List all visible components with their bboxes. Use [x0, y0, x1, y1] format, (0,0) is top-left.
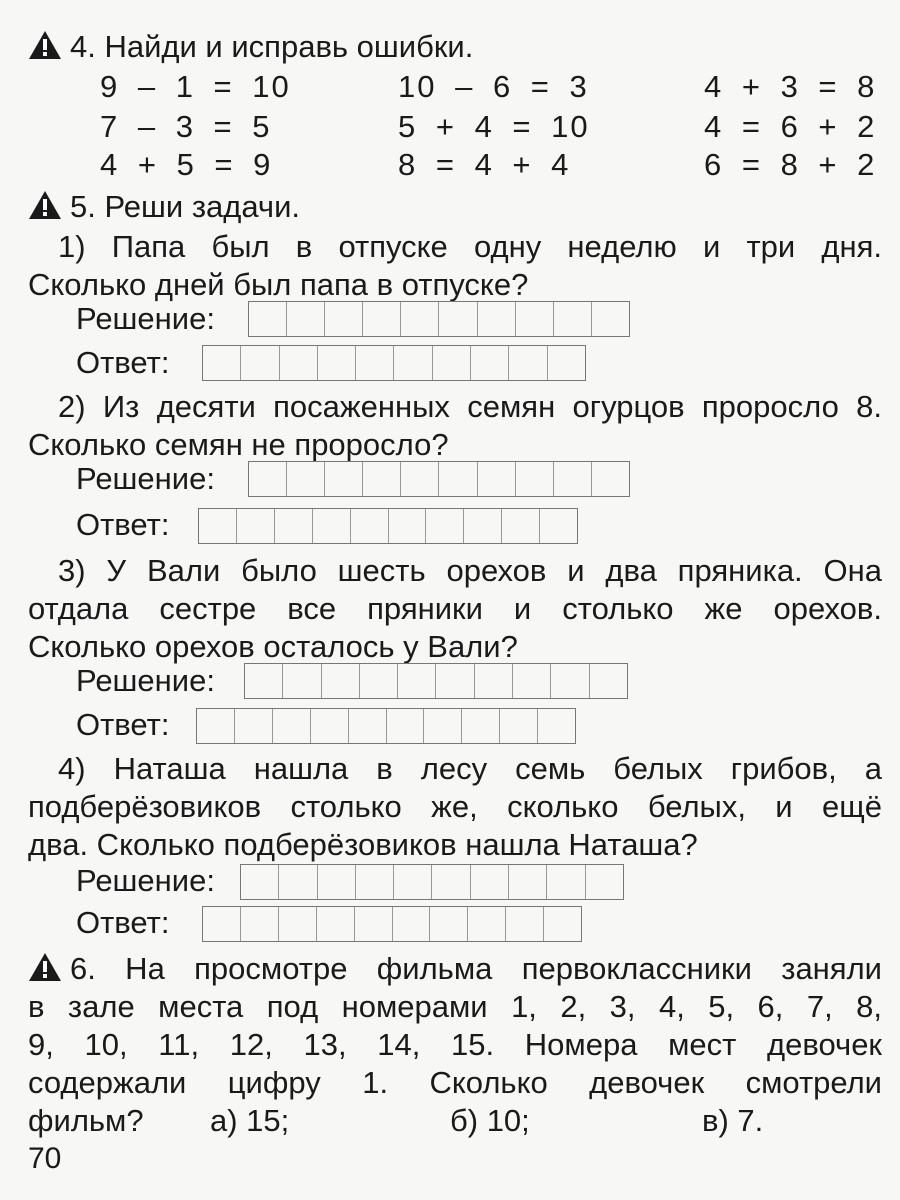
problem-text-line: подберёзовиков столько же, сколько белых, и ещё [28, 789, 882, 824]
answer-boxes[interactable] [202, 345, 586, 381]
answer-cell[interactable] [287, 302, 325, 336]
answer-cell[interactable] [325, 462, 363, 496]
answer-cell[interactable] [538, 709, 575, 743]
answer-boxes[interactable] [198, 508, 578, 544]
answer-cell[interactable] [590, 664, 627, 698]
answer-cell[interactable] [203, 907, 241, 941]
answer-cell[interactable] [586, 865, 623, 899]
option-c: в) 7. [702, 1103, 764, 1138]
problem-text-line: Сколько семян не проросло? [28, 427, 449, 462]
answer-cell[interactable] [313, 509, 351, 543]
answer-boxes[interactable] [202, 906, 582, 942]
solution-label: Решение: [76, 863, 215, 898]
page-number: 70 [28, 1142, 62, 1175]
task6-line: содержали цифру 1. Сколько девочек смотрели [28, 1065, 882, 1100]
answer-cell[interactable] [199, 509, 237, 543]
equation: 8 = 4 + 4 [398, 147, 571, 182]
answer-cell[interactable] [513, 664, 551, 698]
answer-cell[interactable] [478, 462, 516, 496]
answer-cell[interactable] [363, 302, 401, 336]
answer-cell[interactable] [432, 865, 470, 899]
answer-cell[interactable] [393, 907, 431, 941]
answer-cell[interactable] [548, 346, 585, 380]
answer-cell[interactable] [235, 709, 273, 743]
answer-boxes[interactable] [196, 708, 576, 744]
solution-answer-boxes[interactable] [248, 301, 630, 337]
equation: 9 – 1 = 10 [100, 69, 291, 104]
task6-line: 9, 10, 11, 12, 13, 14, 15. Номера мест девочек [28, 1027, 882, 1062]
answer-cell[interactable] [426, 509, 464, 543]
answer-cell[interactable] [349, 709, 387, 743]
answer-cell[interactable] [468, 907, 506, 941]
answer-cell[interactable] [317, 907, 355, 941]
equation: 5 + 4 = 10 [398, 109, 590, 144]
answer-cell[interactable] [325, 302, 363, 336]
task4-title [28, 28, 882, 66]
answer-cell[interactable] [554, 462, 592, 496]
answer-cell[interactable] [363, 462, 401, 496]
answer-cell[interactable] [351, 509, 389, 543]
answer-cell[interactable] [245, 664, 283, 698]
answer-cell[interactable] [203, 346, 241, 380]
answer-cell[interactable] [500, 709, 538, 743]
solution-label: Решение: [76, 663, 215, 698]
answer-cell[interactable] [241, 865, 279, 899]
answer-cell[interactable] [360, 664, 398, 698]
answer-cell[interactable] [394, 865, 432, 899]
answer-cell[interactable] [401, 462, 439, 496]
task5-title [28, 188, 882, 226]
answer-cell[interactable] [275, 509, 313, 543]
problem-text-line: Сколько дней был папа в отпуске? [28, 267, 529, 302]
solution-label: Решение: [76, 301, 215, 336]
answer-cell[interactable] [356, 346, 394, 380]
answer-cell[interactable] [279, 907, 317, 941]
answer-label: Ответ: [76, 345, 170, 380]
solution-answer-boxes[interactable] [248, 461, 630, 497]
answer-cell[interactable] [241, 346, 279, 380]
task4-title-text: 4. Найди и исправь ошибки. [70, 29, 474, 64]
equation: 10 – 6 = 3 [398, 69, 589, 104]
answer-cell[interactable] [356, 865, 394, 899]
problem-text-line: 1) Папа был в отпуске одну неделю и три дня. [58, 229, 882, 264]
answer-cell[interactable] [506, 907, 544, 941]
answer-cell[interactable] [471, 346, 509, 380]
answer-cell[interactable] [279, 865, 317, 899]
equation: 6 = 8 + 2 [704, 147, 877, 182]
answer-cell[interactable] [398, 664, 436, 698]
problem-text-line: 3) У Вали было шесть орехов и два пряника. Она [58, 553, 882, 588]
answer-cell[interactable] [249, 462, 287, 496]
answer-cell[interactable] [516, 302, 554, 336]
answer-cell[interactable] [283, 664, 321, 698]
answer-cell[interactable] [509, 865, 547, 899]
answer-cell[interactable] [509, 346, 547, 380]
option-b: б) 10; [450, 1103, 530, 1138]
answer-cell[interactable] [424, 709, 462, 743]
answer-cell[interactable] [478, 302, 516, 336]
problem-text-line: Сколько орехов осталось у Вали? [28, 629, 518, 664]
solution-answer-boxes[interactable] [240, 864, 624, 900]
answer-cell[interactable] [401, 302, 439, 336]
answer-cell[interactable] [471, 865, 509, 899]
answer-cell[interactable] [439, 462, 477, 496]
answer-cell[interactable] [464, 509, 502, 543]
problem-text-line: 4) Наташа нашла в лесу семь белых грибов, а [58, 751, 882, 786]
answer-cell[interactable] [387, 709, 425, 743]
answer-cell[interactable] [554, 302, 592, 336]
answer-cell[interactable] [439, 302, 477, 336]
answer-cell[interactable] [249, 302, 287, 336]
task6-line: в зале места под номерами 1, 2, 3, 4, 5, 6, 7, 8, [28, 989, 882, 1024]
answer-cell[interactable] [389, 509, 427, 543]
answer-cell[interactable] [318, 346, 356, 380]
answer-cell[interactable] [433, 346, 471, 380]
warning-triangle-icon [28, 30, 62, 60]
answer-cell[interactable] [462, 709, 500, 743]
answer-cell[interactable] [273, 709, 311, 743]
solution-answer-boxes[interactable] [244, 663, 628, 699]
answer-label: Ответ: [76, 507, 170, 542]
answer-cell[interactable] [241, 907, 279, 941]
answer-cell[interactable] [394, 346, 432, 380]
solution-label: Решение: [76, 461, 215, 496]
answer-label: Ответ: [76, 905, 170, 940]
answer-cell[interactable] [287, 462, 325, 496]
answer-cell[interactable] [516, 462, 554, 496]
answer-cell[interactable] [551, 664, 589, 698]
option-a: а) 15; [210, 1103, 290, 1138]
equation: 4 + 3 = 8 [704, 69, 877, 104]
answer-cell[interactable] [355, 907, 393, 941]
problem-text-line: два. Сколько подберёзовиков нашла Наташа? [28, 827, 698, 862]
answer-cell[interactable] [475, 664, 513, 698]
answer-cell[interactable] [322, 664, 360, 698]
problem-text-line: отдала сестре все пряники и столько же орехов. [28, 591, 882, 626]
answer-cell[interactable] [280, 346, 318, 380]
answer-cell[interactable] [311, 709, 349, 743]
task6-line [28, 950, 882, 988]
task5-title-text: 5. Реши задачи. [70, 189, 301, 224]
warning-triangle-icon [28, 952, 62, 982]
answer-cell[interactable] [197, 709, 235, 743]
answer-cell[interactable] [544, 907, 581, 941]
problem-text-line: 2) Из десяти посаженных семян огурцов проросло 8. [58, 389, 882, 424]
answer-cell[interactable] [592, 302, 629, 336]
equation: 4 = 6 + 2 [704, 109, 877, 144]
answer-cell[interactable] [502, 509, 540, 543]
answer-cell[interactable] [592, 462, 629, 496]
answer-label: Ответ: [76, 707, 170, 742]
warning-triangle-icon [28, 190, 62, 220]
answer-cell[interactable] [547, 865, 585, 899]
answer-cell[interactable] [237, 509, 275, 543]
task6-line-text: 6. На просмотре фильма первоклассники заняли [70, 951, 882, 986]
answer-cell[interactable] [540, 509, 577, 543]
equation: 4 + 5 = 9 [100, 147, 273, 182]
task6-last-line-start: фильм? [28, 1103, 144, 1138]
equation: 7 – 3 = 5 [100, 109, 272, 144]
answer-cell[interactable] [430, 907, 468, 941]
answer-cell[interactable] [318, 865, 356, 899]
answer-cell[interactable] [436, 664, 474, 698]
